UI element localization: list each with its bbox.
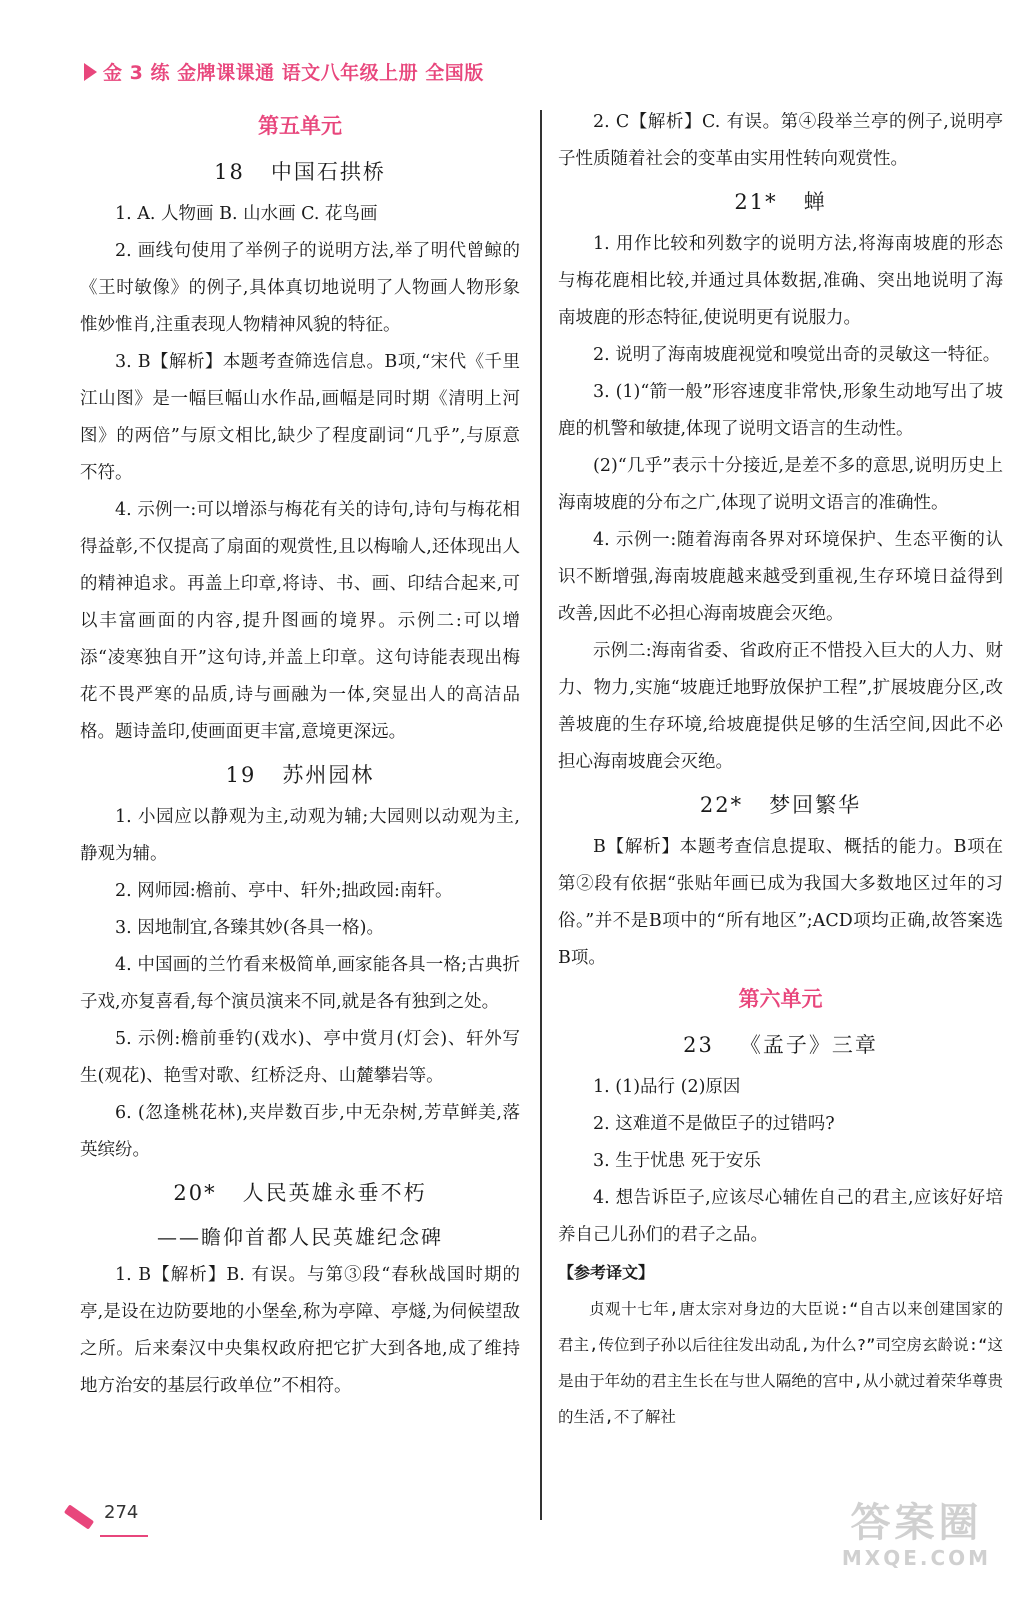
answer-item: 4. 示例一:随着海南各界对环境保护、生态平衡的认识不断增强,海南坡鹿越来越受到重视,生存环境日益得到改善,因此不必担心海南坡鹿会灭绝。 (558, 530, 1003, 624)
lesson-number: 22* (699, 793, 744, 817)
answer-item: 1. A. 人物画 B. 山水画 C. 花鸟画 (115, 204, 378, 224)
lesson-number: 19 (225, 763, 257, 787)
play-triangle-icon (84, 63, 97, 81)
answer-item: 1. 用作比较和列数字的说明方法,将海南坡鹿的形态与梅花鹿相比较,并通过具体数据,准确、突出地说明了海南坡鹿的形态特征,使说明更有说服力。 (558, 234, 1003, 328)
lesson-number: 20* (173, 1181, 217, 1205)
reference-translation-text: 贞观十七年,唐太宗对身边的大臣说:“自古以来创建国家的君主,传位到子孙以后往往发出动乱,为什么?”司空房玄龄说:“这是由于年幼的君主生长在与世人隔绝的宫中,从小就过着荣华尊贵的生活,不了解社 (558, 1300, 1003, 1426)
answer-item: 2. C【解析】C. 有误。第④段举兰亭的例子,说明亭子性质随着社会的变革由实用性转向观赏性。 (558, 112, 1003, 169)
unit-heading: 第六单元 (738, 987, 823, 1011)
answer-item: 4. 想告诉臣子,应该尽心辅佐自己的君主,应该好好培养自己儿孙们的君子之品。 (558, 1188, 1003, 1245)
lesson-name: 梦回繁华 (769, 793, 862, 817)
watermark-url: MXQE.COM (841, 1546, 992, 1570)
lesson-number: 21* (734, 190, 778, 214)
answer-item: 示例二:海南省委、省政府正不惜投入巨大的人力、财力、物力,实施“坡鹿迁地野放保护工程”,扩展坡鹿分区,改善坡鹿的生存环境,给坡鹿提供足够的生活空间,因此不必担心海南坡鹿会灭绝。 (558, 641, 1003, 772)
reference-translation-label: 【参考译文】 (558, 1263, 655, 1282)
answer-item: 4. 中国画的兰竹看来极简单,画家能各具一格;古典折子戏,亦复喜看,每个演员演来不同,就是各有独到之处。 (80, 955, 520, 1012)
lesson-title (80, 1169, 520, 1217)
answer-item: 3. B【解析】本题考查筛选信息。B项,“宋代《千里江山图》是一幅巨幅山水作品,画幅是同时期《清明上河图》的两倍”与原文相比,缺少了程度副词“几乎”,与原意不符。 (80, 352, 520, 483)
book-header (84, 58, 484, 85)
lesson-title (558, 178, 1003, 226)
answer-item: 3. 生于忧患 死于安乐 (593, 1151, 761, 1171)
answer-item: 1. (1)品行 (2)原因 (593, 1077, 741, 1097)
column-divider (540, 110, 542, 1520)
answer-item: 2. 网师园:檐前、亭中、轩外;拙政园:南轩。 (115, 881, 453, 901)
lesson-title (80, 148, 520, 196)
lesson-name: 蝉 (803, 190, 827, 214)
pencil-icon (64, 1504, 94, 1529)
answer-item: 2. 画线句使用了举例子的说明方法,举了明代曾鲸的《王时敏像》的例子,具体真切地说明了人物画人物形象惟妙惟肖,注重表现人物精神风貌的特征。 (80, 241, 520, 335)
page-underline (100, 1535, 148, 1537)
lesson-number: 23 (683, 1033, 714, 1057)
watermark-logo-text: 答案圈 (850, 1500, 983, 1546)
lesson-title (558, 781, 1003, 829)
answer-item: 6. (忽逢桃花林),夹岸数百步,中无杂树,芳草鲜美,落英缤纷。 (80, 1103, 520, 1160)
lesson-name: 中国石拱桥 (270, 160, 386, 184)
header-title: 金 3 练 金牌课课通 语文八年级上册 全国版 (103, 62, 484, 84)
page-number (104, 1502, 138, 1523)
right-column (558, 104, 1003, 1435)
answer-item: (2)“几乎”表示十分接近,是差不多的意思,说明历史上海南坡鹿的分布之广,体现了说明文语言的准确性。 (558, 456, 1003, 513)
unit-heading: 第五单元 (258, 114, 342, 138)
lesson-number: 18 (214, 160, 245, 184)
lesson-title (80, 751, 520, 799)
lesson-name: 苏州园林 (282, 763, 375, 787)
lesson-name: 人民英雄永垂不朽 (242, 1181, 427, 1205)
lesson-title (558, 1021, 1003, 1069)
answer-item: 3. 因地制宜,各臻其妙(各具一格)。 (115, 918, 384, 938)
answer-item: 1. B【解析】B. 有误。与第③段“春秋战国时期的亭,是设在边防要地的小堡垒,称为亭障、亭燧,为伺候望敌之所。后来秦汉中央集权政府把它扩大到各地,成了维持地方治安的基层行政单位”不相符。 (80, 1265, 520, 1396)
answer-item: 2. 这难道不是做臣子的过错吗? (593, 1114, 835, 1134)
lesson-subtitle: ——瞻仰首都人民英雄纪念碑 (157, 1225, 443, 1249)
answer-item: B【解析】本题考查信息提取、概括的能力。B项在第②段有依据“张贴年画已成为我国大多数地区过年的习俗。”并不是B项中的“所有地区”;ACD项均正确,故答案选B项。 (558, 837, 1003, 968)
answer-item: 2. 说明了海南坡鹿视觉和嗅觉出奇的灵敏这一特征。 (593, 345, 1001, 365)
answer-item: 4. 示例一:可以增添与梅花有关的诗句,诗句与梅花相得益彰,不仅提高了扇面的观赏性,且以梅喻人,还体现出人的精神追求。再盖上印章,将诗、书、画、印结合起来,可以丰富画面的内容,提升图画的境界。示例二:可以增添“凌寒独自开”这句诗,并盖上印章。这句诗能表现出梅花不畏严寒的品质,诗与画融为一体,突显出人的高洁品格。题诗盖印,使画面更丰富,意境更深远。 (80, 500, 520, 742)
lesson-name: 《孟子》三章 (739, 1033, 878, 1057)
answer-item: 1. 小园应以静观为主,动观为辅;大园则以动观为主,静观为辅。 (80, 807, 520, 864)
left-column (80, 104, 520, 1405)
answer-item: 5. 示例:檐前垂钓(戏水)、亭中赏月(灯会)、轩外写生(观花)、艳雪对歌、红桥泛舟、山麓攀岩等。 (80, 1029, 520, 1086)
page-number-text: 274 (104, 1502, 139, 1523)
answer-item: 3. (1)“箭一般”形容速度非常快,形象生动地写出了坡鹿的机警和敏捷,体现了说明文语言的生动性。 (558, 382, 1003, 439)
watermark (829, 1500, 1004, 1580)
